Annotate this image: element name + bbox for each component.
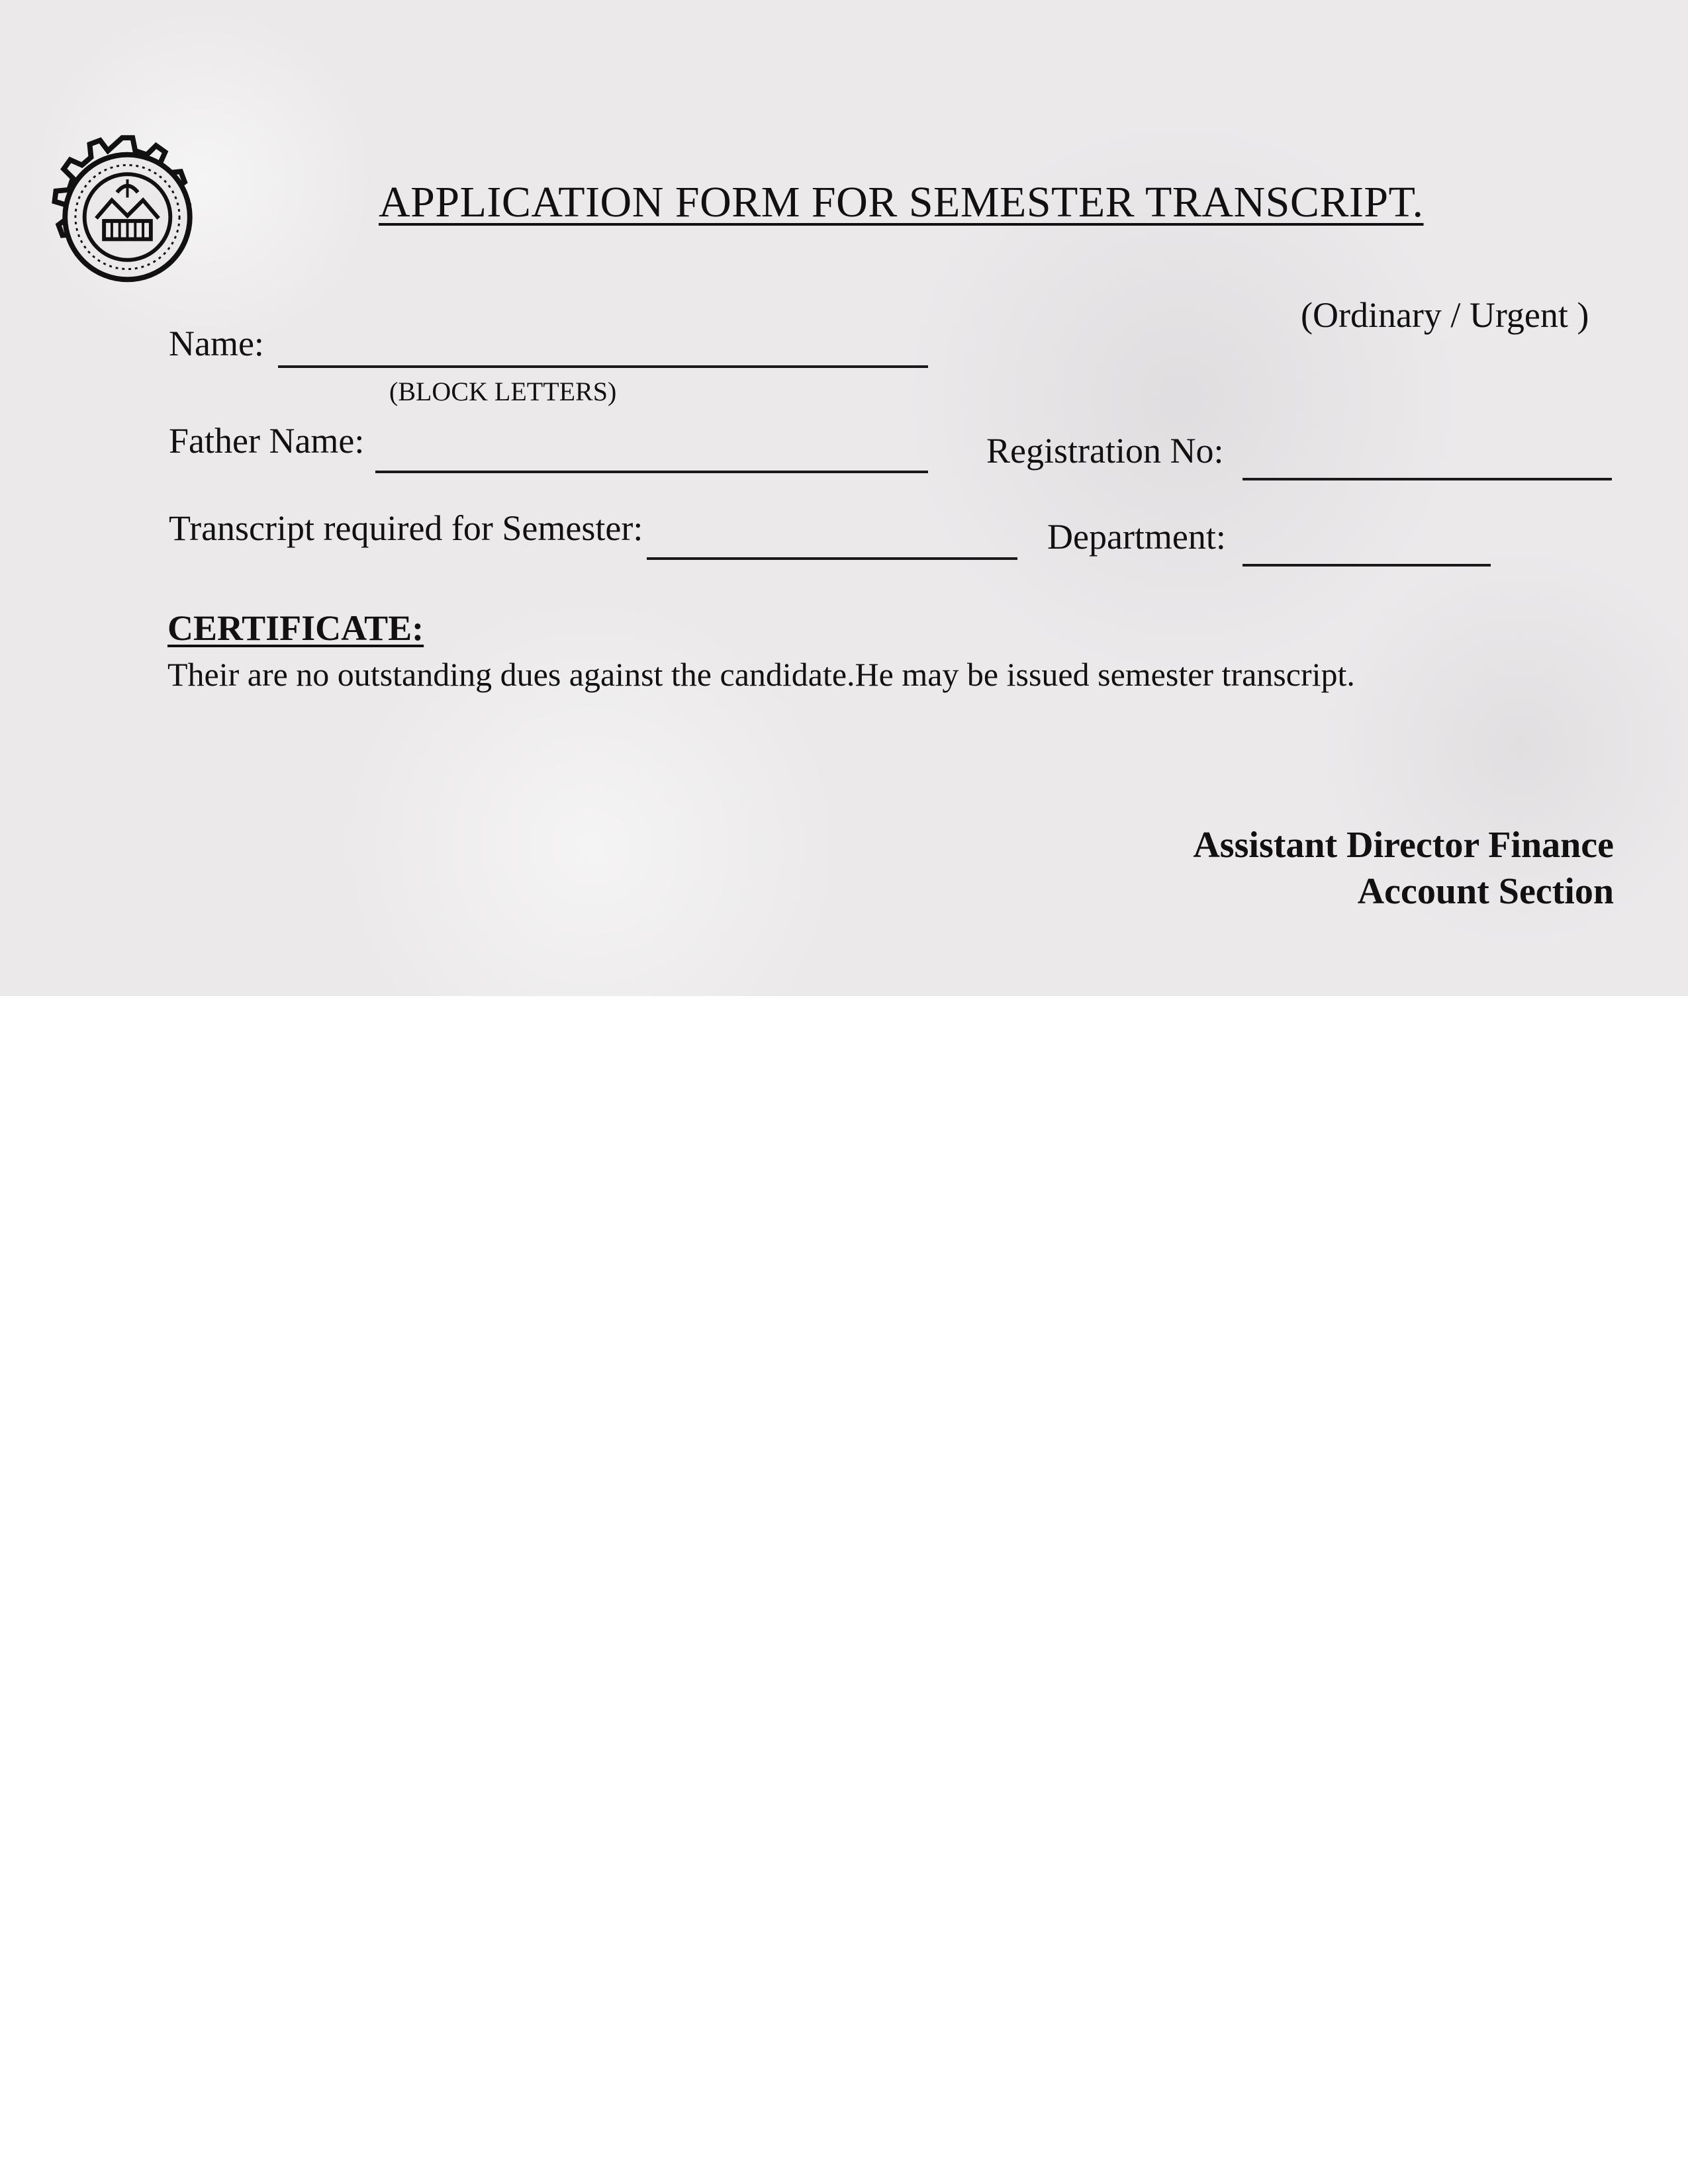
father-name-field[interactable] (375, 471, 928, 473)
name-label: Name: (169, 324, 264, 363)
signatory-title: Assistant Director Finance (1193, 825, 1614, 866)
father-name-label: Father Name: (169, 421, 365, 461)
name-field[interactable] (278, 365, 928, 368)
institution-seal-logo (36, 118, 218, 316)
certificate-heading: CERTIFICATE: (167, 608, 424, 648)
department-label: Department: (1047, 517, 1226, 557)
semester-label: Transcript required for Semester: (169, 508, 643, 548)
registration-no-label: Registration No: (986, 431, 1224, 471)
department-field[interactable] (1243, 564, 1491, 567)
name-block-letters-note: (BLOCK LETTERS) (389, 377, 617, 406)
form-title: APPLICATION FORM FOR SEMESTER TRANSCRIPT. (379, 178, 1424, 226)
semester-field[interactable] (647, 557, 1017, 560)
application-form-sheet (0, 0, 1688, 996)
priority-options[interactable]: (Ordinary / Urgent ) (1301, 295, 1589, 335)
certificate-text: Their are no outstanding dues against the candidate.He may be issued semester transcript. (167, 656, 1355, 693)
registration-no-field[interactable] (1243, 478, 1612, 480)
signatory-section: Account Section (1357, 871, 1614, 912)
